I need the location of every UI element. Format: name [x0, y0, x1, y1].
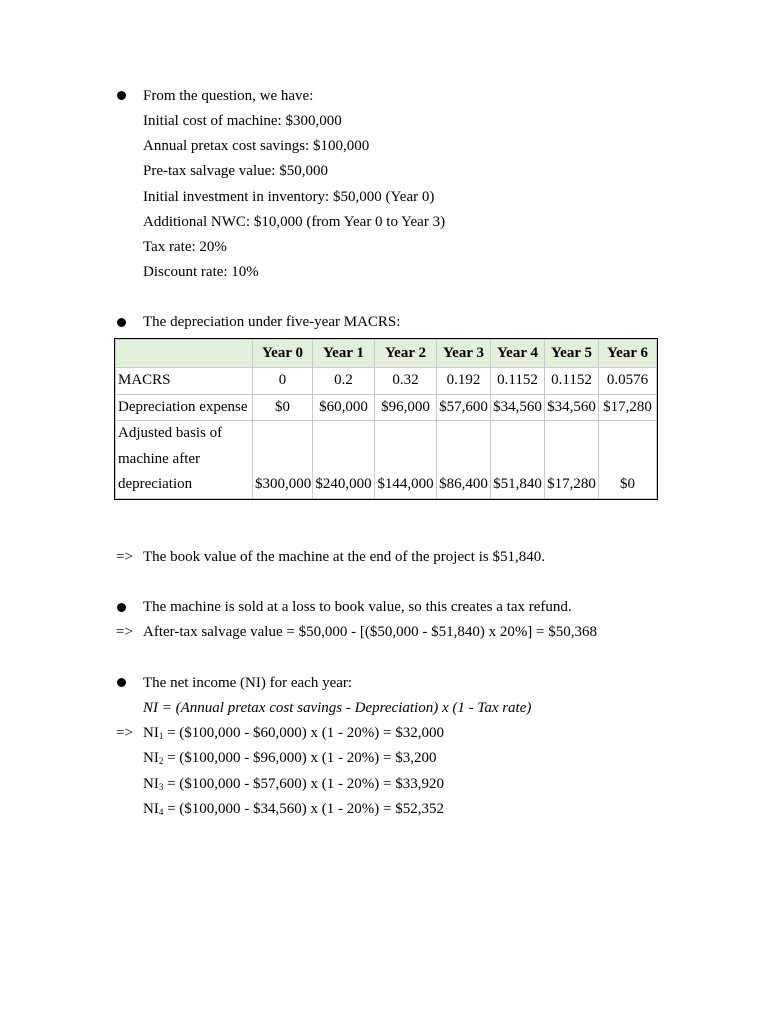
table-cell: 0.2 — [313, 368, 375, 395]
table-cell: $34,560 — [491, 394, 545, 421]
bullet-icon — [117, 603, 126, 612]
macrs-table — [115, 339, 657, 499]
ni-year-4 — [143, 797, 444, 822]
ni-equation: = ($100,000 - $57,600) x (1 - 20%) = $33,920 — [163, 776, 444, 792]
table-cell: $144,000 — [375, 421, 437, 499]
table-row — [116, 394, 657, 421]
section2-intro: The depreciation under five-year MACRS: — [143, 314, 401, 330]
table-cell: $34,560 — [545, 394, 599, 421]
table-cell: $0 — [599, 421, 657, 499]
table-cell: $86,400 — [437, 421, 491, 499]
arrow-symbol: => — [116, 549, 133, 565]
table-cell: $57,600 — [437, 394, 491, 421]
ni-label: NI — [143, 725, 159, 741]
table-header-cell: Year 1 — [313, 340, 375, 368]
table-header-cell: Year 5 — [545, 340, 599, 368]
table-header-cell: Year 4 — [491, 340, 545, 368]
table-cell: 0.1152 — [545, 368, 599, 395]
ni-formula: NI = (Annual pretax cost savings - Depreciation) x (1 - Tax rate) — [143, 700, 532, 716]
section4-intro: The net income (NI) for each year: — [143, 675, 353, 691]
ni-equation: = ($100,000 - $96,000) x (1 - 20%) = $3,200 — [163, 750, 437, 766]
given-tax-rate: Tax rate: 20% — [143, 239, 227, 255]
table-row-label: MACRS — [116, 368, 253, 395]
table-header-cell: Year 3 — [437, 340, 491, 368]
table-cell: 0.0576 — [599, 368, 657, 395]
table-cell: $96,000 — [375, 394, 437, 421]
table-header-cell — [116, 340, 253, 368]
arrow-symbol: => — [116, 624, 133, 640]
ni-year-2 — [143, 746, 436, 771]
section1-intro: From the question, we have: — [143, 88, 314, 104]
given-inventory: Initial investment in inventory: $50,000 (Year 0) — [143, 189, 435, 205]
ni-label: NI — [143, 801, 159, 817]
section3-intro: The machine is sold at a loss to book value, so this creates a tax refund. — [143, 599, 572, 615]
ni-label: NI — [143, 750, 159, 766]
table-cell: $300,000 — [253, 421, 313, 499]
ni-subscript: 4 — [158, 807, 164, 817]
given-cost-savings: Annual pretax cost savings: $100,000 — [143, 138, 370, 154]
given-salvage-value: Pre-tax salvage value: $50,000 — [143, 163, 328, 179]
table-cell: $240,000 — [313, 421, 375, 499]
book-value-conclusion: The book value of the machine at the end of the project is $51,840. — [143, 549, 545, 565]
table-cell: 0.1152 — [491, 368, 545, 395]
ni-subscript: 1 — [158, 731, 164, 741]
given-initial-cost: Initial cost of machine: $300,000 — [143, 113, 342, 129]
table-row — [116, 421, 657, 499]
table-cell: $60,000 — [313, 394, 375, 421]
ni-year-1 — [143, 721, 444, 746]
ni-subscript: 2 — [158, 756, 164, 766]
table-cell: 0 — [253, 368, 313, 395]
table-header-cell: Year 0 — [253, 340, 313, 368]
table-cell: $51,840 — [491, 421, 545, 499]
arrow-symbol: => — [116, 725, 133, 741]
table-row — [116, 368, 657, 395]
ni-equation: = ($100,000 - $60,000) x (1 - 20%) = $32,000 — [163, 725, 444, 741]
table-cell: $0 — [253, 394, 313, 421]
bullet-icon — [117, 318, 126, 327]
table-header-cell: Year 2 — [375, 340, 437, 368]
ni-subscript: 3 — [158, 782, 164, 792]
bullet-icon — [117, 678, 126, 687]
ni-label: NI — [143, 776, 159, 792]
table-cell: 0.32 — [375, 368, 437, 395]
table-row-label: Depreciation expense — [116, 394, 253, 421]
given-nwc: Additional NWC: $10,000 (from Year 0 to Year 3) — [143, 214, 446, 230]
table-header-row — [116, 340, 657, 368]
table-cell: 0.192 — [437, 368, 491, 395]
bullet-icon — [117, 91, 126, 100]
table-cell: $17,280 — [599, 394, 657, 421]
table-cell: $17,280 — [545, 421, 599, 499]
given-discount-rate: Discount rate: 10% — [143, 264, 259, 280]
ni-equation: = ($100,000 - $34,560) x (1 - 20%) = $52,352 — [163, 801, 444, 817]
table-header-cell: Year 6 — [599, 340, 657, 368]
ni-year-3 — [143, 772, 444, 797]
table-row-label: Adjusted basis of machine after depreciation — [116, 421, 253, 499]
after-tax-salvage: After-tax salvage value = $50,000 - [($50,000 - $51,840) x 20%] = $50,368 — [143, 624, 598, 640]
